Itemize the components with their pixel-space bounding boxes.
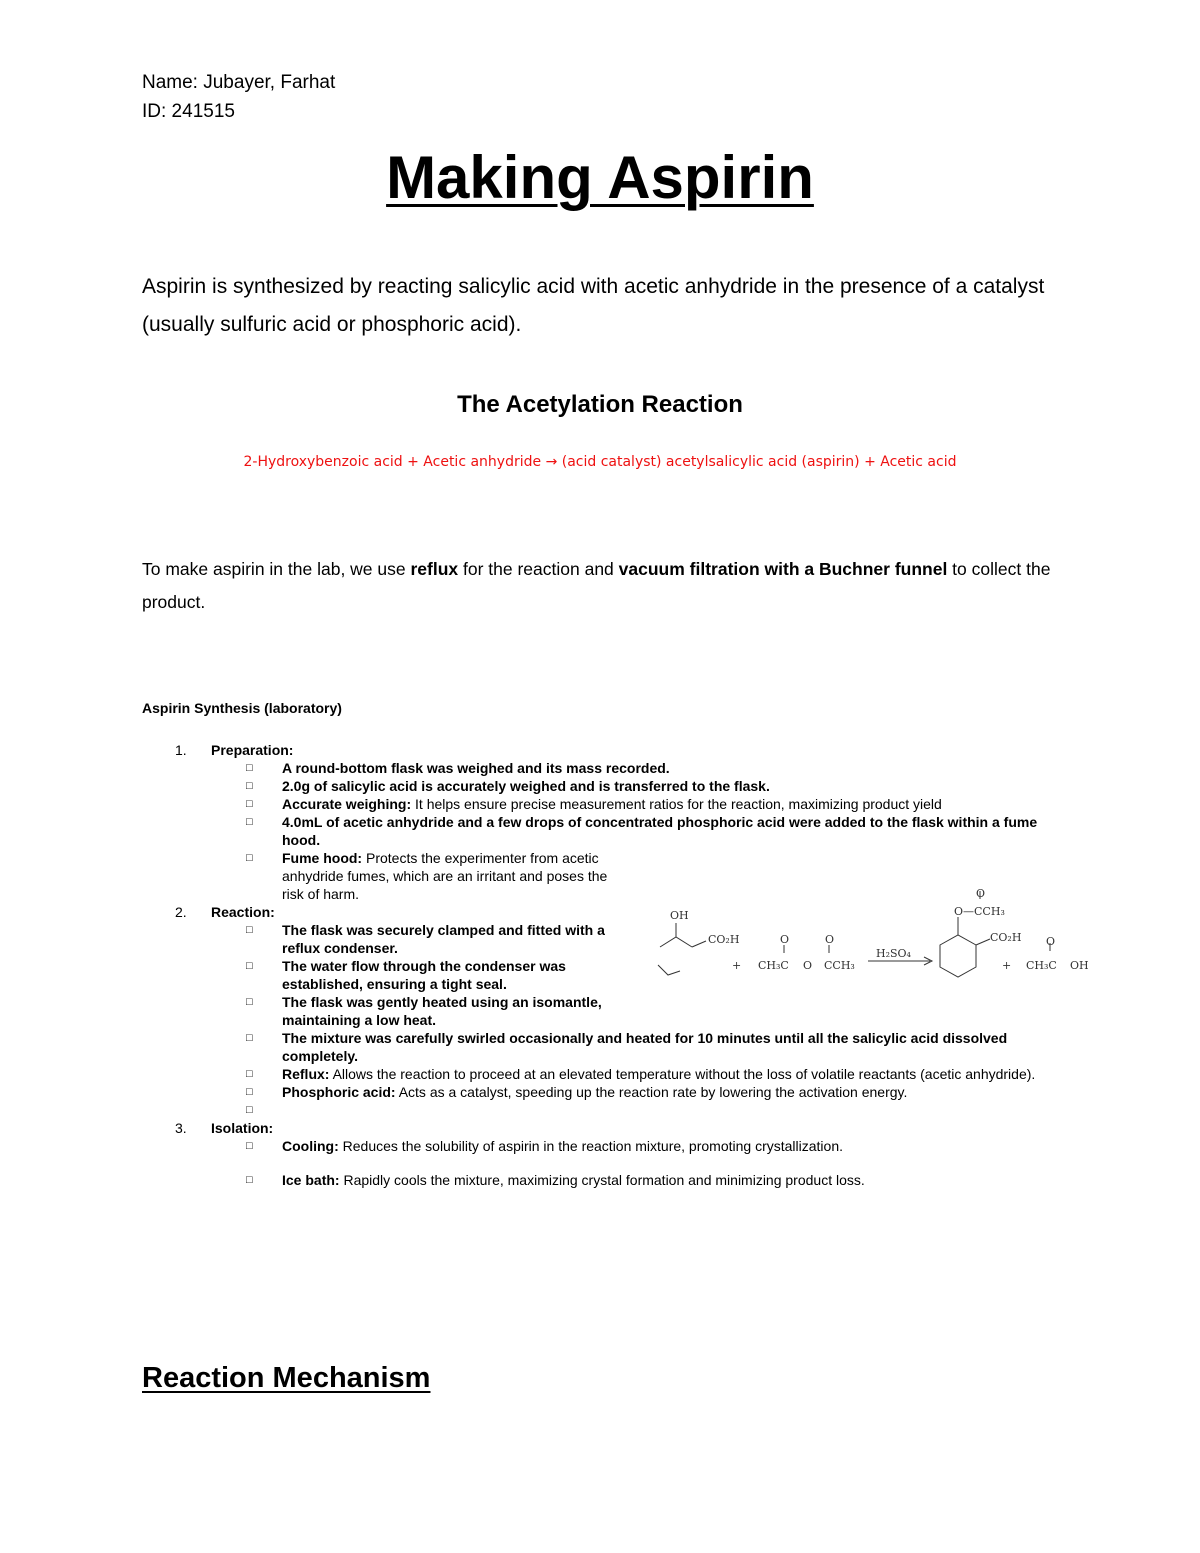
label-o-3: O bbox=[1046, 935, 1056, 948]
item-text: Allows the reaction to proceed at an elevated temperature without the loss of volatile reactants (acetic anhydride). bbox=[329, 1066, 1036, 1082]
item-bold-text: 4.0mL of acetic anhydride and a few drops of concentrated phosphoric acid were added to the flask within a fume hood. bbox=[282, 814, 1038, 848]
label-o-2: O bbox=[825, 933, 835, 946]
bullet-icon: □ bbox=[246, 1086, 253, 1098]
list-item bbox=[142, 1065, 1072, 1083]
aspirin-co2h-bond bbox=[976, 939, 990, 945]
item-bold-text: Ice bath: bbox=[282, 1172, 340, 1188]
label-o-1: O bbox=[780, 933, 790, 946]
list-item bbox=[142, 759, 1072, 777]
label-catalyst: H₂SO₄ bbox=[876, 947, 911, 960]
list-item bbox=[142, 1101, 1072, 1119]
bullet-icon: □ bbox=[246, 1140, 253, 1152]
item-bold-text: Accurate weighing: bbox=[282, 796, 412, 812]
co2h-bond bbox=[692, 941, 706, 947]
item-bold-text: Fume hood: bbox=[282, 850, 363, 866]
bullet-icon: □ bbox=[246, 762, 253, 774]
list-item bbox=[142, 813, 1072, 849]
item-bold-text: A round-bottom flask was weighed and its mass recorded. bbox=[282, 760, 670, 776]
student-name: Name: Jubayer, Farhat bbox=[142, 72, 336, 93]
bullet-icon: □ bbox=[246, 816, 253, 828]
list-item bbox=[142, 795, 1072, 813]
label-co2h: CO₂H bbox=[708, 933, 740, 946]
bullet-icon: □ bbox=[246, 798, 253, 810]
aspirin-ring bbox=[940, 935, 976, 977]
bullet-icon: □ bbox=[246, 960, 253, 972]
label-ch3c: CH₃C bbox=[758, 959, 789, 972]
lab-filtration: vacuum filtration with a Buchner funnel bbox=[618, 559, 948, 579]
item-bold-text: Cooling: bbox=[282, 1138, 339, 1154]
item-text: Rapidly cools the mixture, maximizing crystal formation and minimizing product loss. bbox=[339, 1172, 865, 1188]
item-text: Reduces the solubility of aspirin in the reaction mixture, promoting crystallization. bbox=[338, 1138, 843, 1154]
salicylic-ring-bottom bbox=[658, 965, 680, 975]
item-bold-text: Reflux: bbox=[282, 1066, 330, 1082]
item-bold-text: The water flow through the condenser was established, ensuring a tight seal. bbox=[282, 958, 566, 992]
intro-paragraph: Aspirin is synthesized by reacting salicylic acid with acetic anhydride in the presence of a catalyst (usually sulfuric acid or phosphoric acid). bbox=[142, 275, 1045, 336]
lab-paragraph bbox=[142, 553, 1072, 619]
list-item bbox=[142, 1029, 1072, 1065]
label-aspirin-co2h: CO₂H bbox=[990, 931, 1022, 944]
step-number: 3. bbox=[175, 1120, 187, 1136]
lab-text-3: to collect the product. bbox=[142, 559, 1051, 612]
label-o-ester: O bbox=[976, 887, 986, 900]
synthesis-step bbox=[142, 1119, 1072, 1189]
lab-text-1: To make aspirin in the lab, we use bbox=[142, 559, 411, 579]
salicylic-ring-top bbox=[660, 937, 692, 947]
step-number: 1. bbox=[175, 742, 187, 758]
item-text: Protects the experimenter from acetic anhydride fumes, which are an irritant and poses the risk of harm. bbox=[282, 850, 608, 902]
bullet-icon: □ bbox=[246, 780, 253, 792]
item-text: It helps ensure precise measurement ratios for the reaction, maximizing product yield bbox=[411, 796, 942, 812]
bullet-icon: □ bbox=[246, 924, 253, 936]
label-oh: OH bbox=[670, 909, 689, 922]
page-title: Making Aspirin bbox=[386, 144, 814, 211]
bullet-icon: □ bbox=[246, 1174, 253, 1186]
bullet-icon: □ bbox=[246, 1032, 253, 1044]
bullet-icon: □ bbox=[246, 1068, 253, 1080]
item-text: Acts as a catalyst, speeding up the reaction rate by lowering the activation energy. bbox=[395, 1084, 908, 1100]
list-item bbox=[142, 1137, 1072, 1155]
reaction-scheme bbox=[640, 885, 1110, 995]
item-bold-text: The flask was securely clamped and fitted with a reflux condenser. bbox=[282, 922, 605, 956]
lab-text-2: for the reaction and bbox=[458, 559, 619, 579]
step-label: Preparation: bbox=[211, 742, 294, 758]
label-plus-1: + bbox=[732, 959, 742, 972]
mechanism-heading: Reaction Mechanism bbox=[142, 1362, 431, 1394]
lab-reflux: reflux bbox=[410, 559, 459, 579]
item-bold-text: 2.0g of salicylic acid is accurately weighed and is transferred to the flask. bbox=[282, 778, 770, 794]
bullet-icon: □ bbox=[246, 996, 253, 1008]
step-items bbox=[211, 759, 1072, 903]
step-number: 2. bbox=[175, 904, 187, 920]
label-ch3co: CH₃C bbox=[1026, 959, 1057, 972]
label-oh-2: OH bbox=[1070, 959, 1089, 972]
item-bold-text: Phosphoric acid: bbox=[282, 1084, 396, 1100]
student-id: ID: 241515 bbox=[142, 101, 235, 122]
synthesis-title: Aspirin Synthesis (laboratory) bbox=[142, 700, 342, 716]
reaction-equation: 2-Hydroxybenzoic acid + Acetic anhydride → (acid catalyst) acetylsalicylic acid (aspirin) + Acetic acid bbox=[243, 454, 957, 470]
list-item bbox=[142, 993, 1072, 1029]
label-ester: O—CCH₃ bbox=[954, 905, 1005, 918]
step-items bbox=[211, 1137, 1072, 1189]
label-plus-2: + bbox=[1002, 959, 1012, 972]
step-label: Isolation: bbox=[211, 1120, 274, 1136]
label-o-bridge: O bbox=[803, 959, 813, 972]
synthesis-step bbox=[142, 741, 1072, 903]
bullet-icon: □ bbox=[246, 1104, 253, 1116]
item-bold-text: The mixture was carefully swirled occasionally and heated for 10 minutes until all the salicylic acid dissolved completely. bbox=[282, 1030, 1008, 1064]
label-cch3: CCH₃ bbox=[824, 959, 855, 972]
acetylation-heading: The Acetylation Reaction bbox=[457, 391, 743, 418]
bullet-icon: □ bbox=[246, 852, 253, 864]
list-item bbox=[142, 777, 1072, 795]
list-item bbox=[142, 1171, 1072, 1189]
item-bold-text: The flask was gently heated using an isomantle, maintaining a low heat. bbox=[282, 994, 602, 1028]
step-label: Reaction: bbox=[211, 904, 275, 920]
list-item bbox=[142, 1083, 1072, 1101]
